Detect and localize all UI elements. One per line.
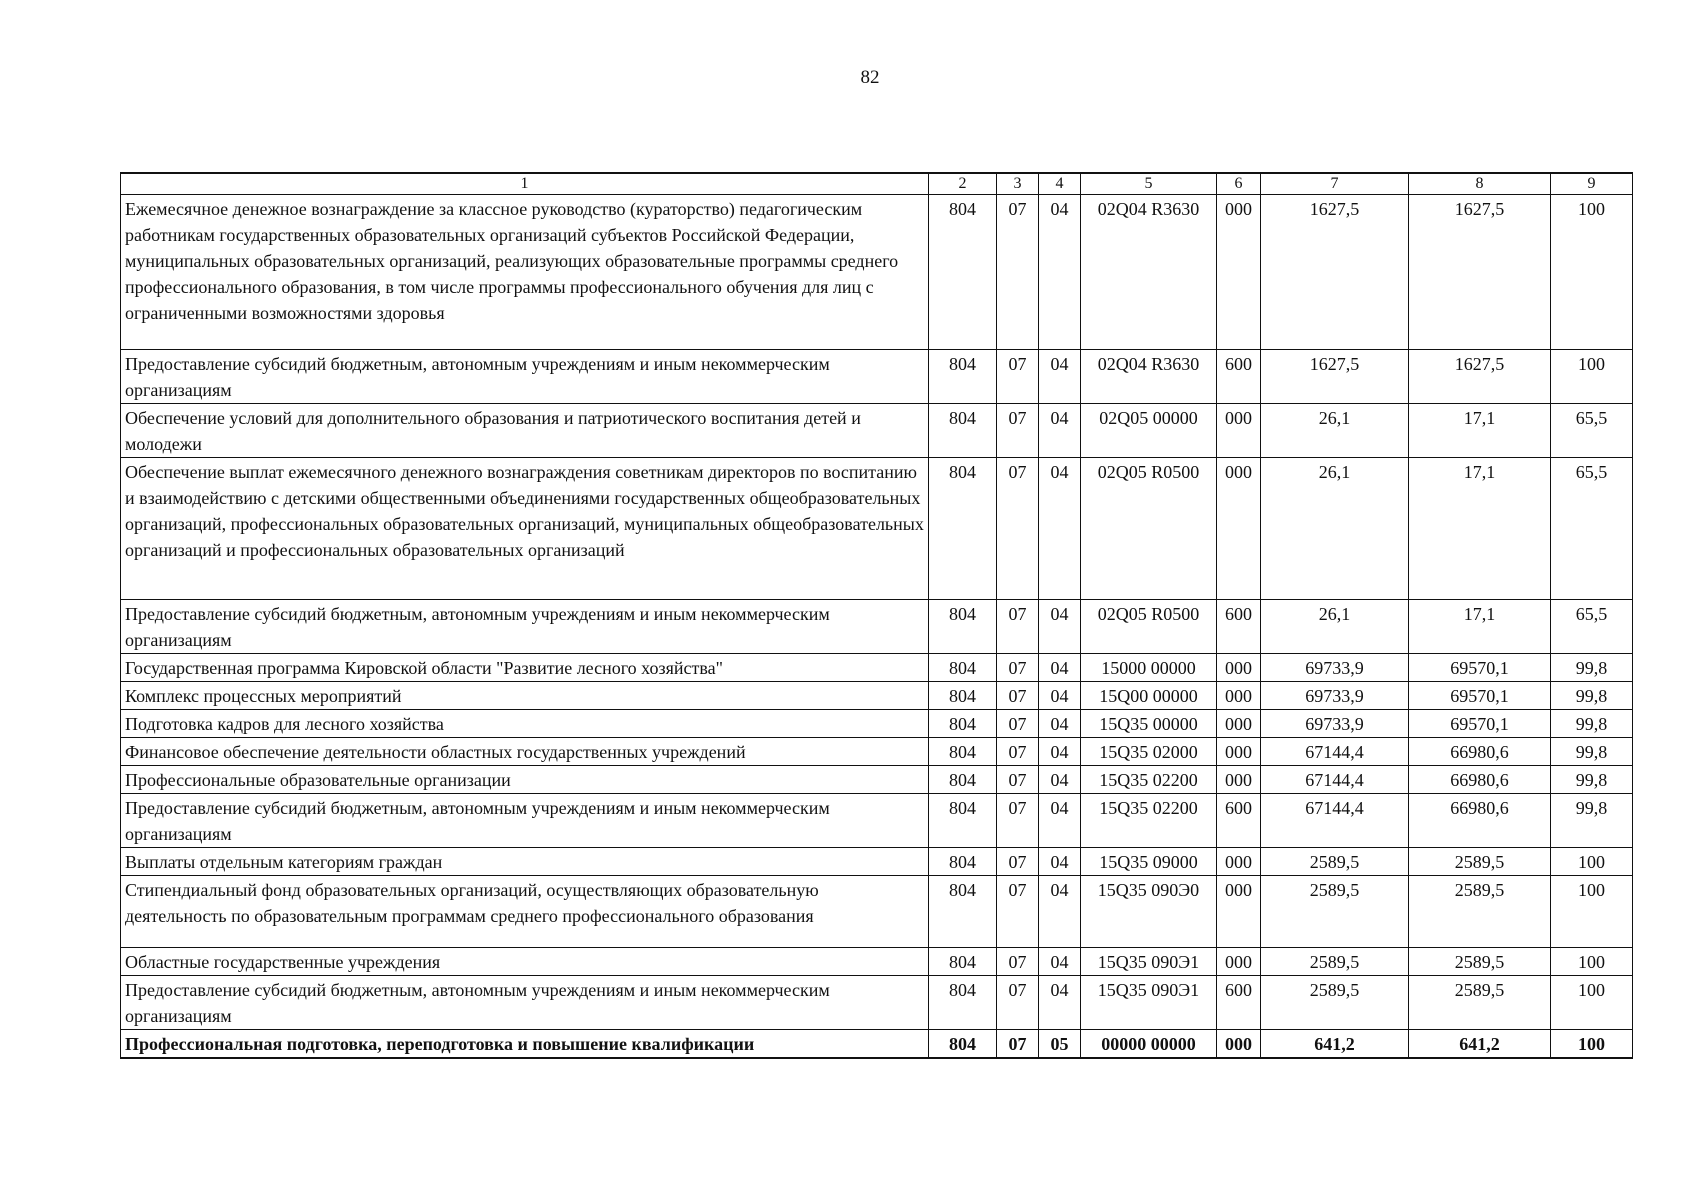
section-code-cell: 804 (929, 738, 997, 766)
planned-amount-cell: 26,1 (1261, 600, 1409, 654)
expense-type-cell: 000 (1217, 848, 1261, 876)
executed-amount-cell: 641,2 (1409, 1030, 1551, 1059)
table-row (121, 710, 1633, 738)
expense-type-cell: 000 (1217, 195, 1261, 350)
chapter-code-cell: 07 (997, 976, 1039, 1030)
target-article-cell: 02Q04 R3630 (1081, 195, 1217, 350)
percent-cell: 99,8 (1551, 794, 1633, 848)
subsection-code-cell: 04 (1039, 682, 1081, 710)
table-row (121, 1030, 1633, 1059)
executed-amount-cell: 1627,5 (1409, 350, 1551, 404)
percent-cell: 100 (1551, 1030, 1633, 1059)
percent-cell: 100 (1551, 350, 1633, 404)
table-body (121, 173, 1633, 1058)
target-article-cell: 15Q35 02200 (1081, 766, 1217, 794)
target-article-cell: 02Q05 00000 (1081, 404, 1217, 458)
table-header-row (121, 173, 1633, 195)
section-code-cell: 804 (929, 794, 997, 848)
column-header: 1 (121, 173, 929, 195)
expense-type-cell: 000 (1217, 682, 1261, 710)
subsection-code-cell: 04 (1039, 948, 1081, 976)
subsection-code-cell: 04 (1039, 195, 1081, 350)
expense-type-cell: 000 (1217, 1030, 1261, 1059)
row-name-cell: Обеспечение выплат ежемесячного денежного вознаграждения советникам директоров по воспитанию и взаимодействию с детскими общественными объединениями государственных общеобразовательных организаций, профессиональных образовательных организаций, муниципальных общеобразовательных организаций и профессиональных образовательных организаций (121, 458, 929, 600)
chapter-code-cell: 07 (997, 458, 1039, 600)
planned-amount-cell: 26,1 (1261, 404, 1409, 458)
percent-cell: 99,8 (1551, 738, 1633, 766)
table-row (121, 794, 1633, 848)
subsection-code-cell: 04 (1039, 654, 1081, 682)
subsection-code-cell: 04 (1039, 738, 1081, 766)
percent-cell: 65,5 (1551, 458, 1633, 600)
planned-amount-cell: 2589,5 (1261, 948, 1409, 976)
expense-type-cell: 600 (1217, 794, 1261, 848)
table-row (121, 682, 1633, 710)
chapter-code-cell: 07 (997, 710, 1039, 738)
expense-type-cell: 000 (1217, 458, 1261, 600)
chapter-code-cell: 07 (997, 738, 1039, 766)
table-row (121, 766, 1633, 794)
subsection-code-cell: 04 (1039, 976, 1081, 1030)
budget-table (120, 172, 1633, 1059)
chapter-code-cell: 07 (997, 654, 1039, 682)
target-article-cell: 15000 00000 (1081, 654, 1217, 682)
table-row (121, 848, 1633, 876)
row-name-cell: Предоставление субсидий бюджетным, автономным учреждениям и иным некоммерческим организациям (121, 350, 929, 404)
subsection-code-cell: 05 (1039, 1030, 1081, 1059)
chapter-code-cell: 07 (997, 600, 1039, 654)
section-code-cell: 804 (929, 350, 997, 404)
table-row (121, 876, 1633, 948)
row-name-cell: Предоставление субсидий бюджетным, автономным учреждениям и иным некоммерческим организациям (121, 600, 929, 654)
target-article-cell: 02Q05 R0500 (1081, 600, 1217, 654)
row-name-cell: Стипендиальный фонд образовательных организаций, осуществляющих образовательную деятельность по образовательным программам среднего профессионального образования (121, 876, 929, 948)
row-name-cell: Финансовое обеспечение деятельности областных государственных учреждений (121, 738, 929, 766)
row-name-cell: Обеспечение условий для дополнительного образования и патриотического воспитания детей и молодежи (121, 404, 929, 458)
subsection-code-cell: 04 (1039, 848, 1081, 876)
section-code-cell: 804 (929, 766, 997, 794)
executed-amount-cell: 69570,1 (1409, 710, 1551, 738)
expense-type-cell: 600 (1217, 600, 1261, 654)
executed-amount-cell: 17,1 (1409, 600, 1551, 654)
target-article-cell: 15Q00 00000 (1081, 682, 1217, 710)
table-row (121, 458, 1633, 600)
column-header: 9 (1551, 173, 1633, 195)
chapter-code-cell: 07 (997, 682, 1039, 710)
table-row (121, 654, 1633, 682)
percent-cell: 65,5 (1551, 600, 1633, 654)
target-article-cell: 15Q35 09000 (1081, 848, 1217, 876)
percent-cell: 99,8 (1551, 710, 1633, 738)
planned-amount-cell: 1627,5 (1261, 195, 1409, 350)
row-name-cell: Подготовка кадров для лесного хозяйства (121, 710, 929, 738)
target-article-cell: 15Q35 090Э1 (1081, 976, 1217, 1030)
expense-type-cell: 000 (1217, 738, 1261, 766)
executed-amount-cell: 2589,5 (1409, 948, 1551, 976)
expense-type-cell: 000 (1217, 404, 1261, 458)
column-header: 8 (1409, 173, 1551, 195)
column-header: 6 (1217, 173, 1261, 195)
chapter-code-cell: 07 (997, 404, 1039, 458)
chapter-code-cell: 07 (997, 876, 1039, 948)
column-header: 5 (1081, 173, 1217, 195)
planned-amount-cell: 69733,9 (1261, 654, 1409, 682)
percent-cell: 100 (1551, 948, 1633, 976)
executed-amount-cell: 69570,1 (1409, 682, 1551, 710)
page-number: 82 (860, 67, 880, 88)
table-row (121, 738, 1633, 766)
planned-amount-cell: 67144,4 (1261, 794, 1409, 848)
section-code-cell: 804 (929, 654, 997, 682)
expense-type-cell: 000 (1217, 654, 1261, 682)
percent-cell: 100 (1551, 848, 1633, 876)
section-code-cell: 804 (929, 848, 997, 876)
planned-amount-cell: 26,1 (1261, 458, 1409, 600)
executed-amount-cell: 17,1 (1409, 404, 1551, 458)
target-article-cell: 15Q35 090Э1 (1081, 948, 1217, 976)
subsection-code-cell: 04 (1039, 876, 1081, 948)
executed-amount-cell: 66980,6 (1409, 738, 1551, 766)
section-code-cell: 804 (929, 948, 997, 976)
section-code-cell: 804 (929, 976, 997, 1030)
subsection-code-cell: 04 (1039, 710, 1081, 738)
row-name-cell: Комплекс процессных мероприятий (121, 682, 929, 710)
planned-amount-cell: 2589,5 (1261, 848, 1409, 876)
target-article-cell: 02Q05 R0500 (1081, 458, 1217, 600)
section-code-cell: 804 (929, 600, 997, 654)
percent-cell: 65,5 (1551, 404, 1633, 458)
percent-cell: 99,8 (1551, 654, 1633, 682)
subsection-code-cell: 04 (1039, 404, 1081, 458)
table-row (121, 404, 1633, 458)
chapter-code-cell: 07 (997, 794, 1039, 848)
expense-type-cell: 600 (1217, 976, 1261, 1030)
executed-amount-cell: 66980,6 (1409, 766, 1551, 794)
chapter-code-cell: 07 (997, 350, 1039, 404)
executed-amount-cell: 1627,5 (1409, 195, 1551, 350)
planned-amount-cell: 641,2 (1261, 1030, 1409, 1059)
expense-type-cell: 000 (1217, 876, 1261, 948)
executed-amount-cell: 66980,6 (1409, 794, 1551, 848)
chapter-code-cell: 07 (997, 195, 1039, 350)
section-code-cell: 804 (929, 876, 997, 948)
planned-amount-cell: 67144,4 (1261, 738, 1409, 766)
table-row (121, 350, 1633, 404)
subsection-code-cell: 04 (1039, 350, 1081, 404)
percent-cell: 99,8 (1551, 766, 1633, 794)
target-article-cell: 15Q35 090Э0 (1081, 876, 1217, 948)
section-code-cell: 804 (929, 710, 997, 738)
expense-type-cell: 000 (1217, 710, 1261, 738)
table-row (121, 948, 1633, 976)
row-name-cell: Ежемесячное денежное вознаграждение за классное руководство (кураторство) педагогическим работникам государственных образовательных организаций субъектов Российской Федерации, муниципальных образовательных организаций, реализующих образовательные программы среднего профессионального образования, в том числе программы профессионального обучения для лиц с ограниченными возможностями здоровья (121, 195, 929, 350)
row-name-cell: Предоставление субсидий бюджетным, автономным учреждениям и иным некоммерческим организациям (121, 794, 929, 848)
planned-amount-cell: 69733,9 (1261, 710, 1409, 738)
column-header: 4 (1039, 173, 1081, 195)
expense-type-cell: 000 (1217, 948, 1261, 976)
executed-amount-cell: 2589,5 (1409, 848, 1551, 876)
section-code-cell: 804 (929, 404, 997, 458)
percent-cell: 100 (1551, 195, 1633, 350)
executed-amount-cell: 2589,5 (1409, 876, 1551, 948)
target-article-cell: 15Q35 02000 (1081, 738, 1217, 766)
row-name-cell: Профессиональные образовательные организации (121, 766, 929, 794)
target-article-cell: 15Q35 00000 (1081, 710, 1217, 738)
percent-cell: 100 (1551, 876, 1633, 948)
executed-amount-cell: 17,1 (1409, 458, 1551, 600)
percent-cell: 99,8 (1551, 682, 1633, 710)
target-article-cell: 15Q35 02200 (1081, 794, 1217, 848)
subsection-code-cell: 04 (1039, 766, 1081, 794)
row-name-cell: Профессиональная подготовка, переподготовка и повышение квалификации (121, 1030, 929, 1059)
executed-amount-cell: 69570,1 (1409, 654, 1551, 682)
section-code-cell: 804 (929, 458, 997, 600)
table-row (121, 195, 1633, 350)
expense-type-cell: 000 (1217, 766, 1261, 794)
subsection-code-cell: 04 (1039, 600, 1081, 654)
column-header: 2 (929, 173, 997, 195)
chapter-code-cell: 07 (997, 848, 1039, 876)
planned-amount-cell: 2589,5 (1261, 876, 1409, 948)
executed-amount-cell: 2589,5 (1409, 976, 1551, 1030)
section-code-cell: 804 (929, 682, 997, 710)
section-code-cell: 804 (929, 195, 997, 350)
column-header: 7 (1261, 173, 1409, 195)
expense-type-cell: 600 (1217, 350, 1261, 404)
section-code-cell: 804 (929, 1030, 997, 1059)
planned-amount-cell: 67144,4 (1261, 766, 1409, 794)
column-header: 3 (997, 173, 1039, 195)
percent-cell: 100 (1551, 976, 1633, 1030)
chapter-code-cell: 07 (997, 766, 1039, 794)
row-name-cell: Государственная программа Кировской области "Развитие лесного хозяйства" (121, 654, 929, 682)
target-article-cell: 02Q04 R3630 (1081, 350, 1217, 404)
planned-amount-cell: 2589,5 (1261, 976, 1409, 1030)
row-name-cell: Областные государственные учреждения (121, 948, 929, 976)
subsection-code-cell: 04 (1039, 794, 1081, 848)
chapter-code-cell: 07 (997, 1030, 1039, 1059)
planned-amount-cell: 69733,9 (1261, 682, 1409, 710)
table-row (121, 600, 1633, 654)
table-row (121, 976, 1633, 1030)
subsection-code-cell: 04 (1039, 458, 1081, 600)
row-name-cell: Выплаты отдельным категориям граждан (121, 848, 929, 876)
row-name-cell: Предоставление субсидий бюджетным, автономным учреждениям и иным некоммерческим организациям (121, 976, 929, 1030)
target-article-cell: 00000 00000 (1081, 1030, 1217, 1059)
chapter-code-cell: 07 (997, 948, 1039, 976)
planned-amount-cell: 1627,5 (1261, 350, 1409, 404)
